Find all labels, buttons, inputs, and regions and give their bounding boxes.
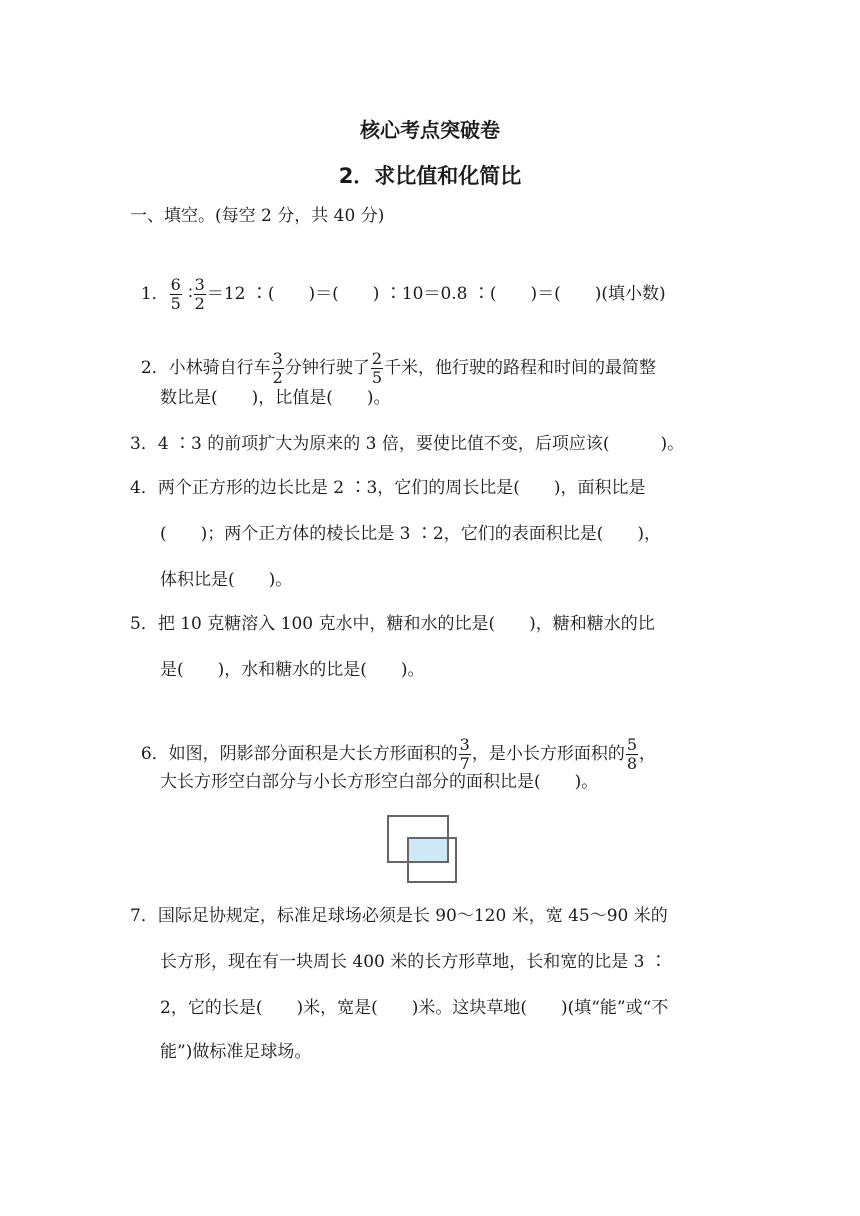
q1-text: ＝12 ∶( )＝( ) ∶10＝0.8 ∶( )＝( )(填小数) [206,284,666,304]
question-5-line-1: 5．把 10 克糖溶入 100 克水中，糖和水的比是( )，糖和糖水的比 [130,614,655,634]
q6-line-2: 大长方形空白部分与小长方形空白部分的面积比是( )。 [160,772,599,792]
worksheet-subtitle: 2．求比值和化简比 [338,164,522,188]
q6-fraction-a: $\frac{3}{7}$ [459,735,470,773]
q6-label: 6． [140,744,169,764]
q6-text-1: 如图，阴影部分面积是大长方形面积的 [168,744,458,764]
question-4-line-2: ( )；两个正方体的棱长比是 3 ∶2，它们的表面积比是( )， [160,524,661,544]
question-3: 3．4 ∶3 的前项扩大为原来的 3 倍，要使比值不变，后项应该( )。 [130,434,685,454]
q2-fraction-b: $\frac{2}{5}$ [371,349,383,387]
question-7-line-4: 能”)做标准足球场。 [160,1042,312,1062]
question-4-line-1: 4．两个正方形的边长比是 2 ∶3，它们的周长比是( )，面积比是 [130,478,646,498]
question-1 [130,252,666,313]
q6-text-2: ，是小长方形面积的 [471,744,625,764]
overlapping-rectangles-figure [386,814,458,884]
q1-ratio-sign: ∶ [188,284,193,304]
q1-fraction-a: $\frac{6}{5}$ [170,275,181,313]
question-5-line-2: 是( )，水和糖水的比是( )。 [160,660,425,680]
question-7-line-3: 2，它的长是( )米，宽是( )米。这块草地( )(填“能”或“不 [160,998,669,1018]
q2-fraction-a: $\frac{3}{2}$ [272,349,283,387]
q1-label: 1． [140,284,169,304]
q2-label: 2． [140,358,169,378]
shaded-overlap-region [408,838,448,862]
q2-text-3: 千米，他行驶的路程和时间的最简整 [384,358,657,378]
question-2 [130,326,656,387]
q2-text-1: 小林骑自行车 [168,358,271,378]
section-heading: 一、填空。(每空 2 分，共 40 分) [130,206,385,226]
worksheet-title: 核心考点突破卷 [360,118,500,142]
question-7-line-2: 长方形，现在有一块周长 400 米的长方形草地，长和宽的比是 3 ∶ [160,952,667,972]
q2-text-2: 分钟行驶了 [284,358,370,378]
question-6 [130,712,656,773]
question-4-line-3: 体积比是( )。 [160,570,293,590]
q6-fraction-b: $\frac{5}{8}$ [626,735,638,773]
q1-fraction-b: $\frac{3}{2}$ [194,275,205,313]
q2-line-2: 数比是( )，比值是( )。 [160,388,391,408]
question-7-line-1: 7．国际足协规定，标准足球场必须是长 90～120 米，宽 45～90 米的 [130,906,668,926]
q6-text-3: ， [639,744,657,764]
